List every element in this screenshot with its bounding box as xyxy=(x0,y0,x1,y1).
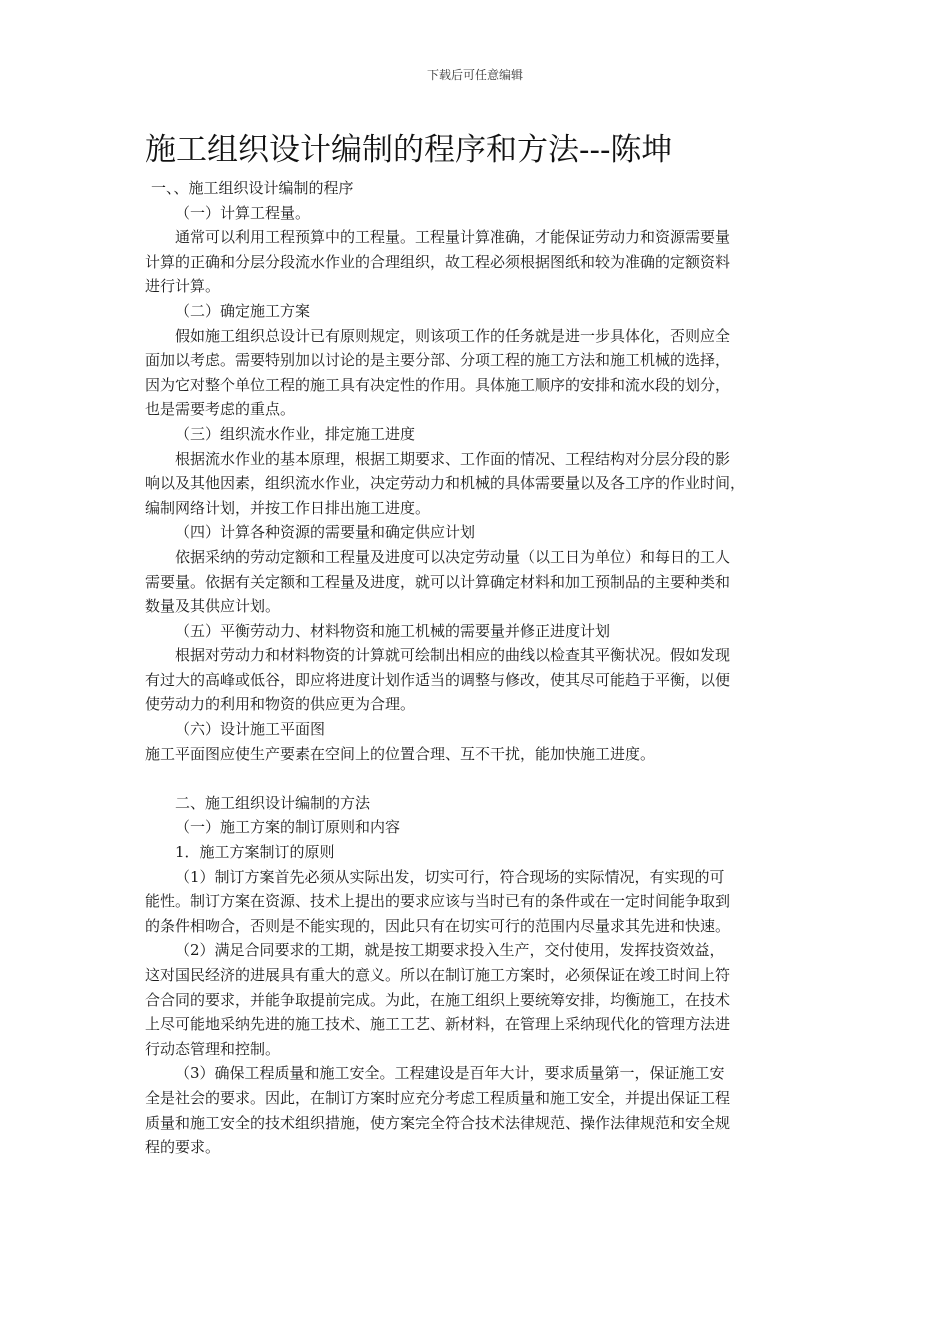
blank-line xyxy=(145,766,807,791)
text-line: 计算的正确和分层分段流水作业的合理组织，故工程必须根据图纸和较为准确的定额资料 xyxy=(145,252,731,271)
text-line: 根据对劳动力和材料物资的计算就可绘制出相应的曲线以检查其平衡状况。假如发现 xyxy=(175,646,731,665)
text-line: 能性。制订方案在资源、技术上提出的要求应该与当时已有的条件或在一定时间能争取到 xyxy=(145,892,731,911)
text-line: 行动态管理和控制。 xyxy=(145,1039,281,1058)
text-line: 上尽可能地采纳先进的施工技术、施工工艺、新材料，在管理上采纳现代化的管理方法进 xyxy=(145,1015,731,1034)
text-line: （一）施工方案的制订原则和内容 xyxy=(175,818,401,837)
text-line: 数量及其供应计划。 xyxy=(145,597,281,616)
text-line: 需要量。依据有关定额和工程量及进度，就可以计算确定材料和加工预制品的主要种类和 xyxy=(145,572,731,591)
text-line: （三）组织流水作业，排定施工进度 xyxy=(175,424,416,443)
text-line: 假如施工组织总设计已有原则规定，则该项工作的任务就是进一步具体化，否则应全 xyxy=(175,326,731,345)
text-line: 响以及其他因素，组织流水作业，决定劳动力和机械的具体需要量以及各工序的作业时间， xyxy=(145,474,746,493)
text-line: （二）确定施工方案 xyxy=(175,301,311,320)
document-title: 施工组织设计编制的程序和方法---陈坤 xyxy=(145,132,673,168)
text-line: （3）确保工程质量和施工安全。工程建设是百年大计，要求质量第一，保证施工安 xyxy=(175,1064,725,1083)
text-line: （1）制订方案首先必须从实际出发，切实可行，符合现场的实际情况，有实现的可 xyxy=(175,867,725,886)
text-line: 使劳动力的利用和物资的供应更为合理。 xyxy=(145,695,416,714)
text-line: 面加以考虑。需要特别加以讨论的是主要分部、分项工程的施工方法和施工机械的选择， xyxy=(145,351,731,370)
text-line: 程的要求。 xyxy=(145,1138,221,1157)
text-line: （四）计算各种资源的需要量和确定供应计划 xyxy=(175,523,476,542)
page-header: 下载后可任意编辑 xyxy=(426,68,523,82)
text-line: 因为它对整个单位工程的施工具有决定性的作用。具体施工顺序的安排和流水段的划分， xyxy=(145,375,731,394)
text-line: 质量和施工安全的技术组织措施，使方案完全符合技术法律规范、操作法律规范和安全规 xyxy=(145,1113,731,1132)
text-line: 的条件相吻合，否则是不能实现的，因此只有在切实可行的范围内尽量求其先进和快速。 xyxy=(145,916,731,935)
text-line: 进行计算。 xyxy=(145,277,221,296)
text-line: 根据流水作业的基本原理，根据工期要求、工作面的情况、工程结构对分层分段的影 xyxy=(175,449,731,468)
text-line: 一、、施工组织设计编制的程序 xyxy=(151,179,354,197)
text-line: 这对国民经济的进展具有重大的意义。所以在制订施工方案时，必须保证在竣工时间上符 xyxy=(145,966,731,984)
text-line: 施工平面图应使生产要素在空间上的位置合理、互不干扰，能加快施工进度。 xyxy=(145,744,656,763)
document-body xyxy=(145,176,807,1160)
text-line: 有过大的高峰或低谷，即应将进度计划作适当的调整与修改，使其尽可能趋于平衡，以便 xyxy=(145,670,731,689)
text-line: 全是社会的要求。因此，在制订方案时应充分考虑工程质量和施工安全，并提出保证工程 xyxy=(145,1088,731,1107)
text-line: （五）平衡劳动力、材料物资和施工机械的需要量并修正进度计划 xyxy=(175,621,611,640)
text-line: 合合同的要求，并能争取提前完成。为此，在施工组织上要统筹安排，均衡施工，在技术 xyxy=(145,990,731,1009)
text-line: 也是需要考虑的重点。 xyxy=(145,400,296,419)
text-line: （2）满足合同要求的工期，就是按工期要求投入生产，交付使用，发挥技资效益， xyxy=(175,941,725,960)
text-line: 编制网络计划，并按工作日排出施工进度。 xyxy=(145,498,431,517)
text-line: 1．施工方案制订的原则 xyxy=(175,843,335,862)
text-line: 依据采纳的劳动定额和工程量及进度可以决定劳动量（以工日为单位）和每日的工人 xyxy=(175,547,731,566)
text-line: 通常可以利用工程预算中的工程量。工程量计算准确，才能保证劳动力和资源需要量 xyxy=(175,228,731,247)
text-line: （六）设计施工平面图 xyxy=(175,720,326,739)
text-line: （一）计算工程量。 xyxy=(175,203,311,222)
text-line: 二、施工组织设计编制的方法 xyxy=(175,793,371,812)
